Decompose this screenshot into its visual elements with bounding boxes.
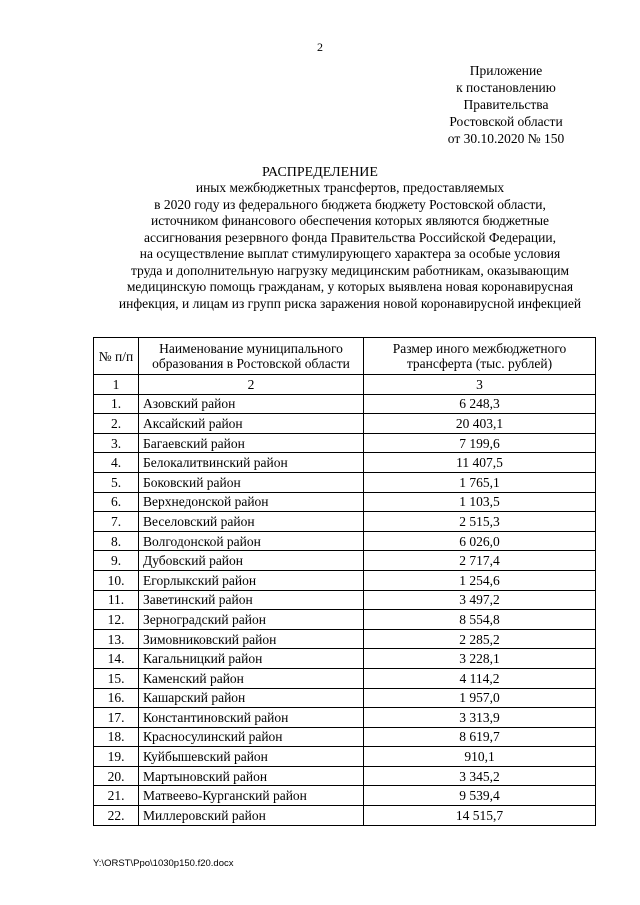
municipality-name: Красносулинский район xyxy=(139,727,364,747)
subtitle-line: источником финансового обеспечения которых являются бюджетные xyxy=(150,213,550,228)
transfer-amount: 2 285,2 xyxy=(364,629,596,649)
row-number: 6. xyxy=(94,492,139,512)
subtitle-line: на осуществление выплат стимулирующего характера за особые условия xyxy=(139,246,561,261)
municipality-name: Константиновский район xyxy=(139,708,364,728)
table-row xyxy=(94,708,596,728)
transfer-amount: 3 313,9 xyxy=(364,708,596,728)
header-amount: Размер иного межбюджетного трансферта (тыс. рублей) xyxy=(364,338,596,375)
transfer-amount: 1 765,1 xyxy=(364,472,596,492)
municipality-name: Кагальницкий район xyxy=(139,649,364,669)
appendix-block xyxy=(436,62,576,147)
municipality-name: Каменский район xyxy=(139,668,364,688)
header-number: № п/п xyxy=(94,338,139,375)
table-header-row xyxy=(94,338,596,375)
appendix-line: Приложение xyxy=(469,63,543,78)
municipality-name: Егорлыкский район xyxy=(139,570,364,590)
row-number: 7. xyxy=(94,512,139,532)
column-number: 2 xyxy=(139,375,364,395)
subtitle-line: в 2020 году из федерального бюджета бюджету Ростовской области, xyxy=(154,196,546,212)
table-row xyxy=(94,414,596,434)
municipality-name: Зимовниковский район xyxy=(139,629,364,649)
municipality-name: Зерноградский район xyxy=(139,610,364,630)
row-number: 2. xyxy=(94,414,139,434)
appendix-line: от 30.10.2020 № 150 xyxy=(447,131,565,146)
municipality-name: Веселовский район xyxy=(139,512,364,532)
table-row xyxy=(94,747,596,767)
table-row xyxy=(94,806,596,826)
row-number: 22. xyxy=(94,806,139,826)
table-row xyxy=(94,492,596,512)
table-row xyxy=(94,433,596,453)
table-row xyxy=(94,472,596,492)
municipality-name: Дубовский район xyxy=(139,551,364,571)
table-row xyxy=(94,766,596,786)
transfer-amount: 6 248,3 xyxy=(364,394,596,414)
column-number: 1 xyxy=(94,375,139,395)
transfer-amount: 9 539,4 xyxy=(364,786,596,806)
row-number: 1. xyxy=(94,394,139,414)
table-row xyxy=(94,786,596,806)
row-number: 19. xyxy=(94,747,139,767)
municipality-name: Матвеево-Курганский район xyxy=(139,786,364,806)
subtitle-line: инфекция, и лицам из групп риска заражения новой коронавирусной инфекцией xyxy=(118,295,582,311)
transfer-amount: 20 403,1 xyxy=(364,414,596,434)
appendix-line: Правительства xyxy=(463,97,549,112)
appendix-line: к постановлению xyxy=(456,80,556,95)
row-number: 17. xyxy=(94,708,139,728)
municipality-name: Заветинский район xyxy=(139,590,364,610)
transfer-amount: 3 345,2 xyxy=(364,766,596,786)
municipality-name: Кашарский район xyxy=(139,688,364,708)
municipality-name: Куйбышевский район xyxy=(139,747,364,767)
transfer-amount: 910,1 xyxy=(364,747,596,767)
municipality-name: Багаевский район xyxy=(139,433,364,453)
row-number: 21. xyxy=(94,786,139,806)
row-number: 13. xyxy=(94,629,139,649)
table-row xyxy=(94,668,596,688)
municipality-name: Азовский район xyxy=(139,394,364,414)
transfer-amount: 4 114,2 xyxy=(364,668,596,688)
row-number: 8. xyxy=(94,531,139,551)
distribution-table xyxy=(93,337,596,826)
municipality-name: Белокалитвинский район xyxy=(139,453,364,473)
municipality-name: Миллеровский район xyxy=(139,806,364,826)
row-number: 3. xyxy=(94,433,139,453)
table-row xyxy=(94,590,596,610)
row-number: 14. xyxy=(94,649,139,669)
row-number: 16. xyxy=(94,688,139,708)
table-row xyxy=(94,688,596,708)
table-row xyxy=(94,727,596,747)
column-number-row xyxy=(94,375,596,395)
row-number: 15. xyxy=(94,668,139,688)
table-row xyxy=(94,453,596,473)
municipality-name: Аксайский район xyxy=(139,414,364,434)
document-title: РАСПРЕДЕЛЕНИЕ xyxy=(262,165,378,180)
file-path-footer: Y:\ORST\Ppo\1030p150.f20.docx xyxy=(93,858,234,869)
row-number: 5. xyxy=(94,472,139,492)
page-number: 2 xyxy=(317,40,323,54)
row-number: 12. xyxy=(94,610,139,630)
transfer-amount: 2 515,3 xyxy=(364,512,596,532)
table-row xyxy=(94,649,596,669)
row-number: 20. xyxy=(94,766,139,786)
subtitle-line: ассигнования резервного фонда Правительства Российской Федерации, xyxy=(144,229,556,245)
appendix-line: Ростовской области xyxy=(449,114,563,129)
transfer-amount: 14 515,7 xyxy=(364,806,596,826)
transfer-amount: 1 957,0 xyxy=(364,688,596,708)
document-subtitle xyxy=(80,180,620,312)
transfer-amount: 7 199,6 xyxy=(364,433,596,453)
municipality-name: Волгодонской район xyxy=(139,531,364,551)
subtitle-line: медицинскую помощь гражданам, у которых выявлена новая коронавирусная xyxy=(126,279,574,294)
subtitle-line: труда и дополнительную нагрузку медицинским работникам, оказывающим xyxy=(130,262,570,278)
transfer-amount: 6 026,0 xyxy=(364,531,596,551)
header-municipality: Наименование муниципального образования в Ростовской области xyxy=(139,338,364,375)
subtitle-line: иных межбюджетных трансфертов, предоставляемых xyxy=(195,180,505,195)
row-number: 4. xyxy=(94,453,139,473)
row-number: 11. xyxy=(94,590,139,610)
municipality-name: Боковский район xyxy=(139,472,364,492)
table-row xyxy=(94,531,596,551)
row-number: 18. xyxy=(94,727,139,747)
transfer-amount: 8 619,7 xyxy=(364,727,596,747)
municipality-name: Мартыновский район xyxy=(139,766,364,786)
table-row xyxy=(94,629,596,649)
row-number: 10. xyxy=(94,570,139,590)
table-row xyxy=(94,570,596,590)
column-number: 3 xyxy=(364,375,596,395)
transfer-amount: 2 717,4 xyxy=(364,551,596,571)
table-row xyxy=(94,551,596,571)
transfer-amount: 8 554,8 xyxy=(364,610,596,630)
transfer-amount: 3 497,2 xyxy=(364,590,596,610)
row-number: 9. xyxy=(94,551,139,571)
municipality-name: Верхнедонской район xyxy=(139,492,364,512)
table-row xyxy=(94,394,596,414)
transfer-amount: 1 103,5 xyxy=(364,492,596,512)
table-row xyxy=(94,610,596,630)
table-row xyxy=(94,512,596,532)
transfer-amount: 1 254,6 xyxy=(364,570,596,590)
transfer-amount: 3 228,1 xyxy=(364,649,596,669)
transfer-amount: 11 407,5 xyxy=(364,453,596,473)
